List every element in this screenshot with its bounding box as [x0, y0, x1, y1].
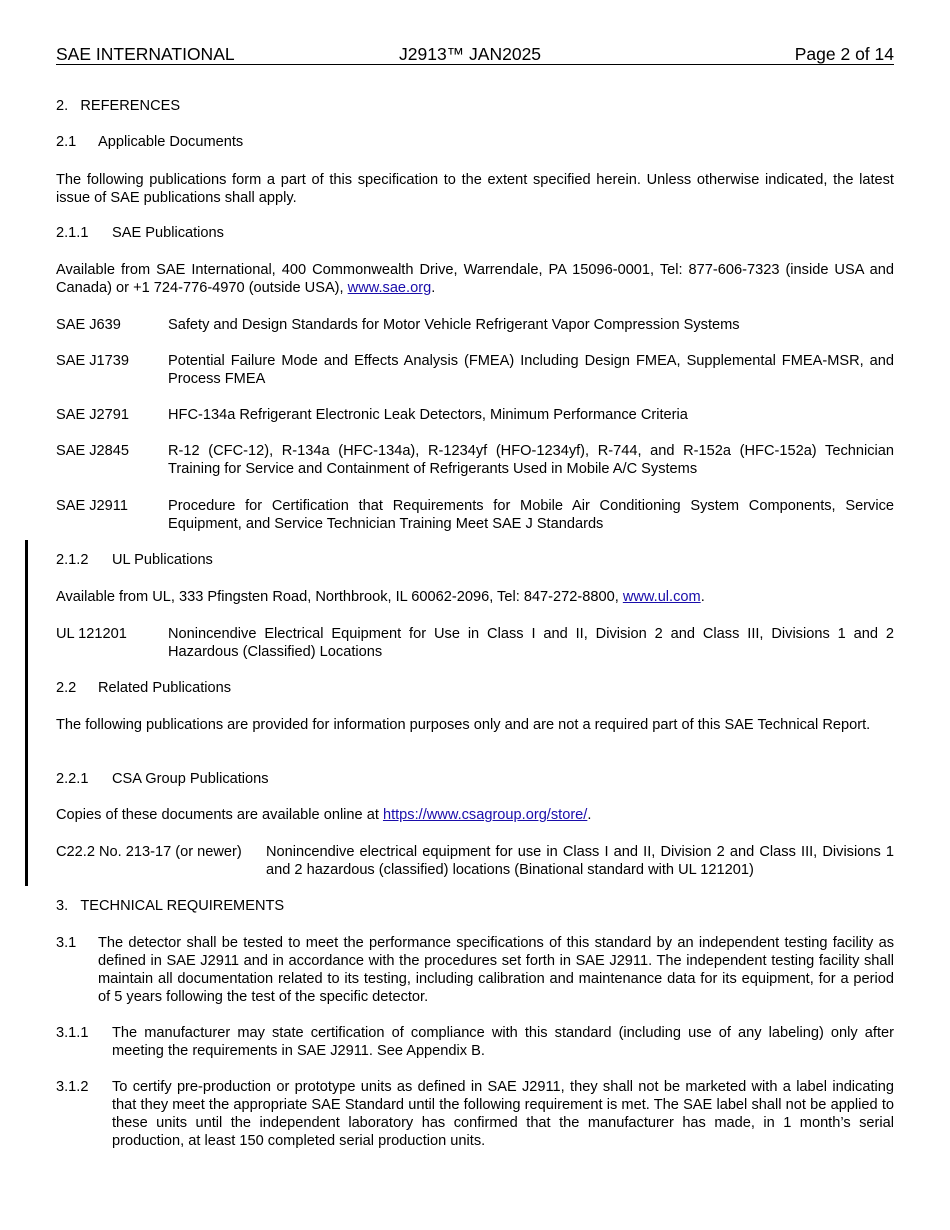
requirement-number: 3.1.1 [56, 1025, 89, 1041]
reference-title: Nonincendive Electrical Equipment for Use in Class I and II, Division 2 and Class III, Divisions 1 and 2 Hazardous (Classified) Locations [168, 626, 894, 660]
reference-code: C22.2 No. 213-17 (or newer) [56, 844, 242, 860]
paragraph-sae-availability [56, 261, 894, 297]
reference-title: HFC-134a Refrigerant Electronic Leak Detectors, Minimum Performance Criteria [168, 407, 688, 423]
header-org: SAE INTERNATIONAL [56, 44, 235, 64]
reference-code: SAE J2791 [56, 407, 130, 423]
paragraph-applicable-intro: The following publications form a part of this specification to the extent specified herein. Unless otherwise indicated, the latest issue of SAE publications shall apply. [56, 172, 894, 206]
section-title: UL Publications [112, 552, 213, 568]
requirement-text: The manufacturer may state certification of compliance with this standard (including use of any labeling) only after meeting the requirements in SAE J2911. See Appendix B. [112, 1025, 894, 1059]
paragraph-ul-availability [56, 588, 894, 606]
section-heading-2-1 [56, 133, 894, 151]
section-number: 3. [56, 898, 69, 914]
section-number: 2.1 [56, 134, 77, 150]
availability-text: Available from SAE International, 400 Commonwealth Drive, Warrendale, PA 15096-0001, Tel: 877-606-7323 (inside USA and Canada) or +1 724-776-4970 (outside USA), [56, 262, 894, 296]
requirement-text: To certify pre-production or prototype units as defined in SAE J2911, they shall not be marketed with a label indicating that they meet the appropriate SAE Standard until the following requirement is met. The SAE label shall not be applied to these units until the independent laboratory has confirmed that the manufacturer has made, in 1 month’s serial production, at least 150 completed serial production units. [112, 1079, 894, 1149]
section-number: 2. [56, 98, 69, 114]
section-title: Applicable Documents [98, 134, 244, 150]
section-heading-2-1-1 [56, 224, 894, 242]
reference-title: Procedure for Certification that Requirements for Mobile Air Conditioning System Components, Service Equipment, and Service Technician Training Meet SAE J Standards [168, 498, 894, 532]
paragraph-related-intro: The following publications are provided for information purposes only and are not a required part of this SAE Technical Report. [56, 717, 871, 733]
section-title: TECHNICAL REQUIREMENTS [80, 898, 285, 914]
page-header [56, 44, 894, 65]
section-title: SAE Publications [112, 225, 224, 241]
section-title: REFERENCES [80, 98, 181, 114]
section-title: CSA Group Publications [112, 771, 269, 787]
reference-code: SAE J1739 [56, 353, 130, 369]
reference-code: SAE J2845 [56, 443, 130, 459]
requirement-number: 3.1 [56, 935, 77, 951]
reference-code: SAE J2911 [56, 498, 128, 514]
period: . [587, 807, 592, 823]
reference-code: UL 121201 [56, 626, 127, 642]
paragraph-csa-availability [56, 806, 894, 824]
section-heading-2 [56, 97, 894, 115]
reference-title: Potential Failure Mode and Effects Analysis (FMEA) Including Design FMEA, Supplemental FMEA-MSR, and Process FMEA [168, 353, 894, 387]
header-page-number: Page 2 of 14 [794, 44, 894, 64]
period: . [700, 589, 705, 605]
reference-title: R-12 (CFC-12), R-134a (HFC-134a), R-1234yf (HFO-1234yf), R-744, and R-152a (HFC-152a) Technician Training for Service and Containment of Refrigerants Used in Mobile A/C Systems [168, 443, 894, 477]
availability-text: Available from UL, 333 Pfingsten Road, Northbrook, IL 60062-2096, Tel: 847-272-8800, [56, 589, 623, 605]
reference-title: Safety and Design Standards for Motor Vehicle Refrigerant Vapor Compression Systems [168, 317, 740, 333]
section-number: 2.2.1 [56, 771, 89, 787]
section-number: 2.1.1 [56, 225, 89, 241]
section-heading-2-1-2 [56, 551, 894, 569]
csa-store-link[interactable]: https://www.csagroup.org/store/ [382, 807, 588, 823]
section-heading-2-2-1 [56, 770, 894, 788]
period: . [431, 280, 436, 296]
reference-title: Nonincendive electrical equipment for use in Class I and II, Division 2 and Class III, Divisions 1 and 2 hazardous (classified) locations (Binational standard with UL 121201) [266, 844, 894, 878]
requirement-number: 3.1.2 [56, 1079, 89, 1095]
section-heading-2-2 [56, 679, 894, 697]
requirement-text: The detector shall be tested to meet the performance specifications of this standard by an independent testing facility as defined in SAE J2911 and in accordance with the procedures set forth in SAE J2911. The independent testing facility shall maintain all documentation related to its testing, including calibration and maintenance data for its equipment, for a period of 5 years following the test of the specific detector. [98, 935, 894, 1005]
section-number: 2.2 [56, 680, 77, 696]
header-doc-id: J2913™ JAN2025 [399, 44, 542, 64]
section-number: 2.1.2 [56, 552, 89, 568]
reference-code: SAE J639 [56, 317, 121, 333]
sae-website-link[interactable]: www.sae.org [347, 280, 432, 296]
section-heading-3 [56, 897, 894, 915]
availability-text: Copies of these documents are available online at [56, 807, 383, 823]
section-title: Related Publications [98, 680, 232, 696]
revision-change-bar [25, 540, 28, 886]
ul-website-link[interactable]: www.ul.com [622, 589, 701, 605]
